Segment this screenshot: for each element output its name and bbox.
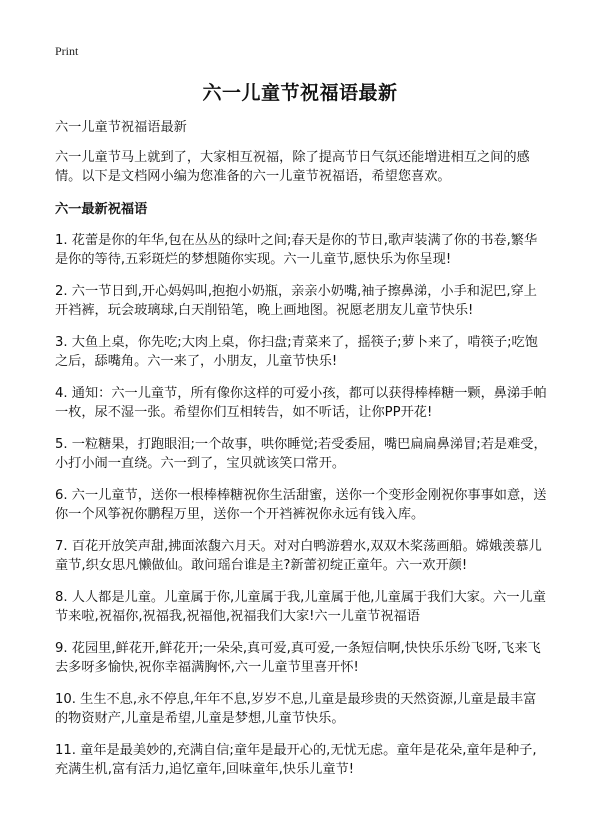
page-title: 六一儿童节祝福语最新 — [202, 82, 398, 104]
section-heading: 六一最新祝福语 — [55, 202, 148, 217]
blessing-item: 1. 花蕾是你的年华,包在丛丛的绿叶之间;春天是你的节日,歌声装满了你的书卷,繁华是你的等待,五彩斑烂的梦想随你实现。六一儿童节,愿快乐为你呈现! — [55, 233, 538, 267]
print-link[interactable]: Print — [55, 44, 79, 58]
blessing-item: 7. 百花开放笑声甜,拂面浓馥六月天。对对白鸭游碧水,双双木桨荡画船。嫦娥羡慕儿童节,织女思凡懒做仙。敢问瑶台谁是主?新蕾初绽正童年。六一欢开颜! — [55, 539, 542, 573]
blessing-item: 3. 大鱼上桌，你先吃;大肉上桌，你扫盘;青菜来了，摇筷子;萝卜来了，啃筷子;吃饱之后，舔嘴角。六一来了，小朋友，儿童节快乐! — [55, 335, 538, 369]
blessing-item: 8. 人人都是儿童。儿童属于你,儿童属于我,儿童属于他,儿童属于我们大家。六一儿童节来啦,祝福你,祝福我,祝福他,祝福我们大家!六一儿童节祝福语 — [55, 590, 546, 624]
blessing-list — [55, 231, 547, 779]
intro-paragraph: 六一儿童节马上就到了，大家相互祝福，除了提高节日气氛还能增进相互之间的感情。以下是文档网小编为您准备的六一儿童节祝福语，希望您喜欢。 — [55, 150, 530, 184]
article-subtitle: 六一儿童节祝福语最新 — [55, 120, 187, 135]
blessing-item: 9. 花园里,鲜花开,鲜花开;一朵朵,真可爱,真可爱,一条短信啊,快快乐乐纷飞呀,飞来飞去多呀多愉快,祝你幸福满胸怀,六一儿童节里喜开怀! — [55, 641, 541, 675]
blessing-item: 11. 童年是最美妙的,充满自信;童年是最开心的,无忧无虑。童年是花朵,童年是种子,充满生机,富有活力,追忆童年,回味童年,快乐儿童节! — [55, 743, 537, 777]
blessing-item: 2. 六一节日到,开心妈妈叫,抱抱小奶瓶，亲亲小奶嘴,袖子擦鼻涕，小手和泥巴,穿上开裆裤，玩会玻璃球,白天削铅笔，晚上画地图。祝愿老朋友儿童节快乐! — [55, 284, 537, 318]
blessing-item: 10. 生生不息,永不停息,年年不息,岁岁不息,儿童是最珍贵的天然资源,儿童是最丰富的物资财产,儿童是希望,儿童是梦想,儿童节快乐。 — [55, 692, 537, 726]
blessing-item: 6. 六一儿童节，送你一根棒棒糖祝你生活甜蜜，送你一个变形金刚祝你事事如意，送你一个风筝祝你鹏程万里，送你一个开裆裤祝你永远有钱入库。 — [55, 488, 547, 522]
article-body — [55, 118, 547, 792]
blessing-item: 5. 一粒糖果，打跑眼泪;一个故事，哄你睡觉;若受委屈，嘴巴扁扁鼻涕冒;若是难受，小打小闹一直绕。六一到了，宝贝就该笑口常开。 — [55, 437, 547, 471]
blessing-item: 4. 通知：六一儿童节，所有像你这样的可爱小孩，都可以获得棒棒糖一颗，鼻涕手帕一枚，尿不湿一张。希望你们互相转告，如不听话，让你PP开花! — [55, 386, 547, 420]
